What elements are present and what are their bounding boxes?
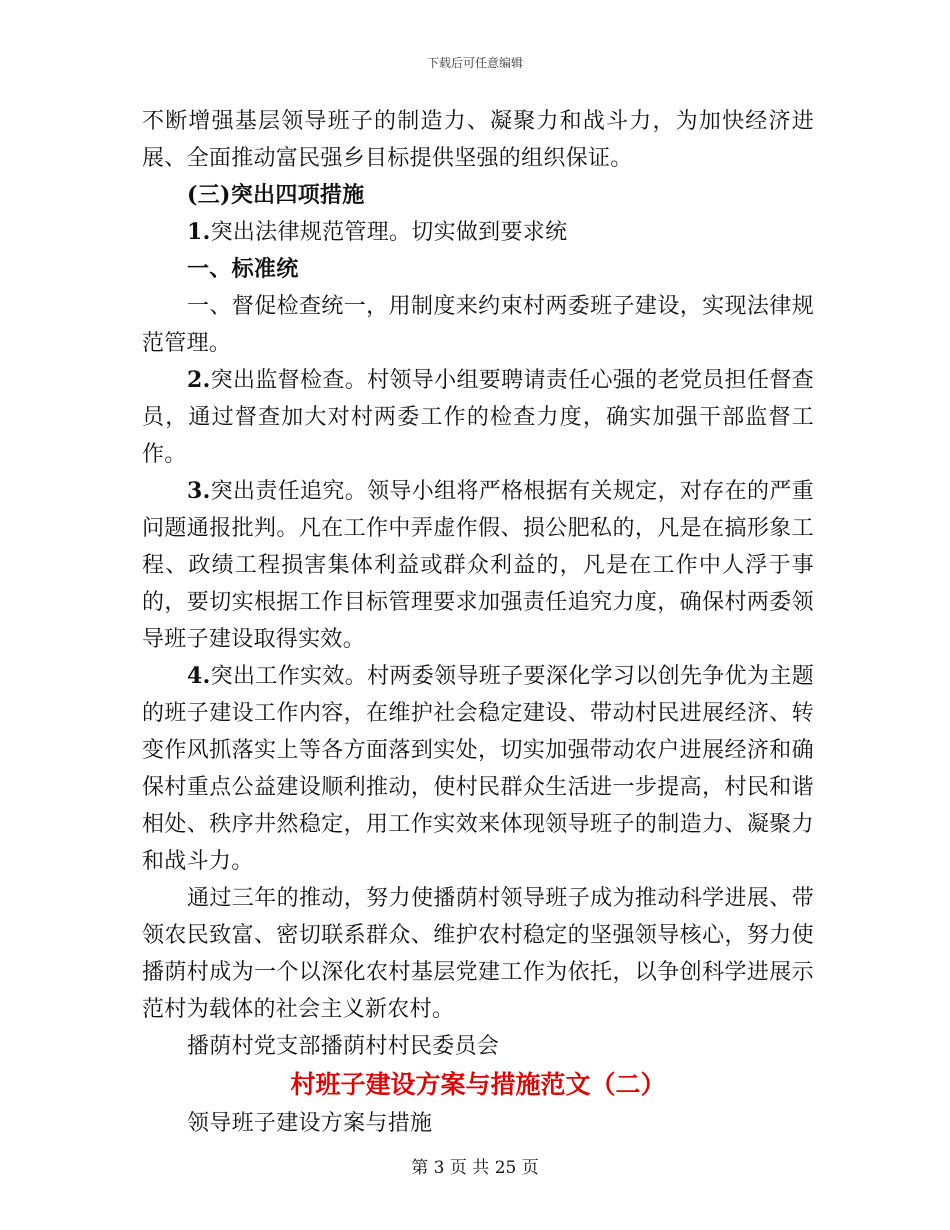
item-text: 突出工作实效。村两委领导班子要深化学习以创先争优为主题的班子建设工作内容，在维护社会稳定建设、带动村民进展经济、转变作风抓落实上等各方面落到实处，切实加强带动农户进展经济和确保村重点公益建设顺利推动，使村民群众生活进一步提高，村民和谐相处、秩序井然稳定，用工作实效来体现领导班子的制造力、凝聚力和战斗力。	[142, 664, 814, 874]
item-number: 1.	[187, 219, 211, 245]
section-heading-measures: (三)突出四项措施	[187, 182, 365, 208]
paragraph-measure-3	[142, 473, 814, 658]
page-footer: 第 3 页 共 25 页	[411, 1158, 539, 1178]
document-body	[142, 103, 814, 1142]
paragraph-supervision-unified: 一、督促检查统一，用制度来约束村两委班子建设，实现法律规范管理。	[142, 294, 814, 356]
paragraph-measure-2	[142, 362, 814, 473]
section-title: 村班子建设方案与措施范文（二）	[290, 1070, 666, 1099]
paragraph-measure-1	[142, 214, 814, 251]
paragraph-subtitle: 领导班子建设方案与措施	[187, 1111, 433, 1136]
item-text: 突出法律规范管理。切实做到要求统	[210, 220, 568, 245]
item-number: 2.	[187, 367, 211, 393]
paragraph-1: 不断增强基层领导班子的制造力、凝聚力和战斗力，为加快经济进展、全面推动富民强乡目标提供坚强的组织保证。	[142, 109, 814, 171]
subheading-standard: 一、标准统	[187, 256, 299, 282]
signature-line: 播荫村党支部播荫村村民委员会	[187, 1034, 500, 1059]
page-header-note: 下载后可任意编辑	[426, 56, 523, 70]
item-number: 4.	[187, 663, 211, 689]
paragraph-measure-4	[142, 658, 814, 880]
item-number: 3.	[187, 478, 211, 504]
item-text: 突出责任追究。领导小组将严格根据有关规定，对存在的严重问题通报批判。凡在工作中弄虚作假、损公肥私的，凡是在搞形象工程、政绩工程损害集体利益或群众利益的，凡是在工作中人浮于事的，要切实根据工作目标管理要求加强责任追究力度，确保村两委领导班子建设取得实效。	[142, 479, 814, 652]
item-text: 突出监督检查。村领导小组要聘请责任心强的老党员担任督查员，通过督查加大对村两委工作的检查力度，确实加强干部监督工作。	[142, 368, 814, 467]
paragraph-conclusion: 通过三年的推动，努力使播荫村领导班子成为推动科学进展、带领农民致富、密切联系群众、维护农村稳定的坚强领导核心，努力使播荫村成为一个以深化农村基层党建工作为依托，以争创科学进展示范村为载体的社会主义新农村。	[142, 886, 814, 1022]
